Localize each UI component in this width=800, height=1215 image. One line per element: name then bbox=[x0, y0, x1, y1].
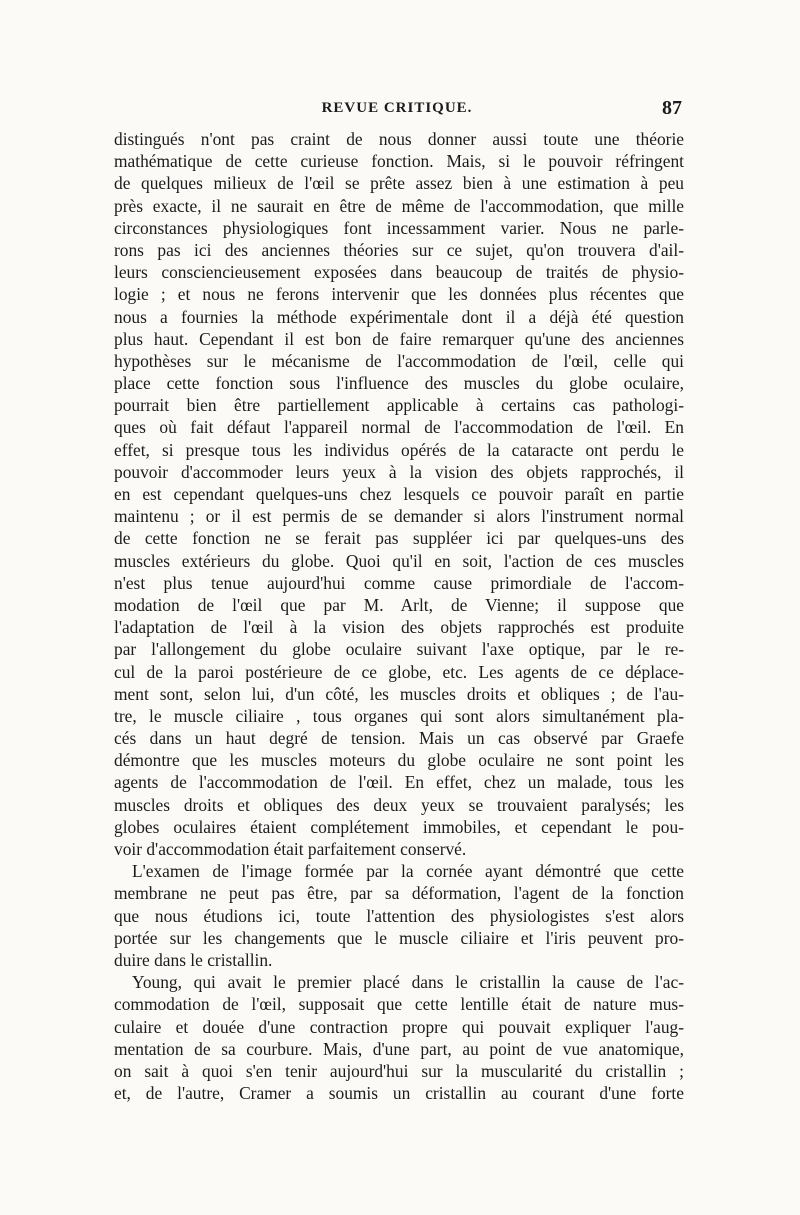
text-line: près exacte, il ne saurait en être de même de l'accommodation, que mille bbox=[114, 195, 684, 216]
text-line: membrane ne peut pas être, par sa déformation, l'agent de la fonction bbox=[114, 883, 684, 904]
text-line: de quelques milieux de l'œil se prête assez bien à une estimation à peu bbox=[114, 173, 684, 194]
text-line: cul de la paroi postérieure de ce globe, etc. Les agents de ce déplace- bbox=[114, 661, 684, 682]
text-line: ques où fait défaut l'appareil normal de l'accommodation de l'œil. En bbox=[114, 417, 684, 438]
text-line: muscles droits et obliques des deux yeux se trouvaient paralysés; les bbox=[114, 794, 684, 815]
text-line: circonstances physiologiques font incessamment varier. Nous ne parle- bbox=[114, 217, 684, 238]
text-line: on sait à quoi s'en tenir aujourd'hui sur la muscularité du cristallin ; bbox=[114, 1060, 684, 1081]
text-line: effet, si presque tous les individus opérés de la cataracte ont perdu le bbox=[114, 439, 684, 460]
text-line: maintenu ; or il est permis de se demander si alors l'instrument normal bbox=[114, 506, 684, 527]
text-line: plus haut. Cependant il est bon de faire remarquer qu'une des anciennes bbox=[114, 328, 684, 349]
page-header bbox=[112, 97, 682, 122]
text-line: duire dans le cristallin. bbox=[114, 949, 273, 970]
text-line: de cette fonction ne se ferait pas suppléer ici par quelques-uns des bbox=[114, 528, 684, 549]
text-line: mathématique de cette curieuse fonction. Mais, si le pouvoir réfringent bbox=[114, 151, 684, 172]
text-line: portée sur les changements que le muscle ciliaire et l'iris peuvent pro- bbox=[114, 927, 684, 948]
text-line: muscles extérieurs du globe. Quoi qu'il en soit, l'action de ces muscles bbox=[114, 550, 684, 571]
text-line: rons pas ici des anciennes théories sur ce sujet, qu'on trouvera d'ail- bbox=[114, 239, 684, 260]
text-line: en est cependant quelques-uns chez lesquels ce pouvoir paraît en partie bbox=[114, 484, 684, 504]
text-line: hypothèses sur le mécanisme de l'accommodation de l'œil, celle qui bbox=[114, 350, 684, 371]
text-line: agents de l'accommodation de l'œil. En effet, chez un malade, tous les bbox=[114, 772, 684, 793]
text-line: distingués n'ont pas craint de nous donner aussi toute une théorie bbox=[114, 129, 684, 149]
text-line: démontre que les muscles moteurs du globe oculaire ne sont point les bbox=[114, 750, 684, 771]
text-line: pouvoir d'accommoder leurs yeux à la vision des objets rapprochés, il bbox=[114, 461, 684, 482]
text-line: voir d'accommodation était parfaitement conservé. bbox=[114, 839, 467, 859]
text-line: leurs consciencieusement exposées dans beaucoup de traités de physio- bbox=[114, 262, 684, 283]
text-line: mentation de sa courbure. Mais, d'une part, au point de vue anatomique, bbox=[114, 1038, 684, 1059]
text-line: l'adaptation de l'œil à la vision des objets rapprochés est produite bbox=[114, 617, 684, 638]
text-line: que nous étudions ici, toute l'attention des physiologistes s'est alors bbox=[114, 905, 684, 926]
text-line: par l'allongement du globe oculaire suivant l'axe optique, par le re- bbox=[114, 639, 684, 660]
text-line: globes oculaires étaient complétement immobiles, et cependant le pou- bbox=[114, 816, 684, 837]
text-line: L'examen de l'image formée par la cornée ayant démontré que cette bbox=[132, 861, 684, 882]
text-line: cés dans un haut degré de tension. Mais un cas observé par Graefe bbox=[114, 728, 684, 749]
text-line: logie ; et nous ne ferons intervenir que les données plus récentes que bbox=[114, 284, 684, 305]
running-title: REVUE CRITIQUE. bbox=[321, 100, 473, 116]
text-line: pourrait bien être partiellement applicable à certains cas pathologi- bbox=[114, 395, 684, 416]
text-line: tre, le muscle ciliaire , tous organes qui sont alors simultanément pla- bbox=[114, 705, 684, 726]
text-line: modation de l'œil que par M. Arlt, de Vienne; il suppose que bbox=[114, 594, 684, 615]
page-number: 87 bbox=[662, 97, 682, 119]
body-text bbox=[114, 128, 684, 1104]
text-line: ment sont, selon lui, d'un côté, les muscles droits et obliques ; de l'au- bbox=[114, 683, 684, 704]
text-line: Young, qui avait le premier placé dans le cristallin la cause de l'ac- bbox=[132, 972, 684, 993]
text-line: n'est plus tenue aujourd'hui comme cause primordiale de l'accom- bbox=[114, 572, 684, 593]
text-line: et, de l'autre, Cramer a soumis un cristallin au courant d'une forte bbox=[114, 1083, 684, 1104]
text-line: place cette fonction sous l'influence des muscles du globe oculaire, bbox=[114, 373, 684, 394]
text-line: culaire et douée d'une contraction propre qui pouvait expliquer l'aug- bbox=[114, 1016, 684, 1037]
text-line: nous a fournies la méthode expérimentale dont il a déjà été question bbox=[114, 306, 684, 327]
text-line: commodation de l'œil, supposait que cette lentille était de nature mus- bbox=[114, 994, 684, 1015]
